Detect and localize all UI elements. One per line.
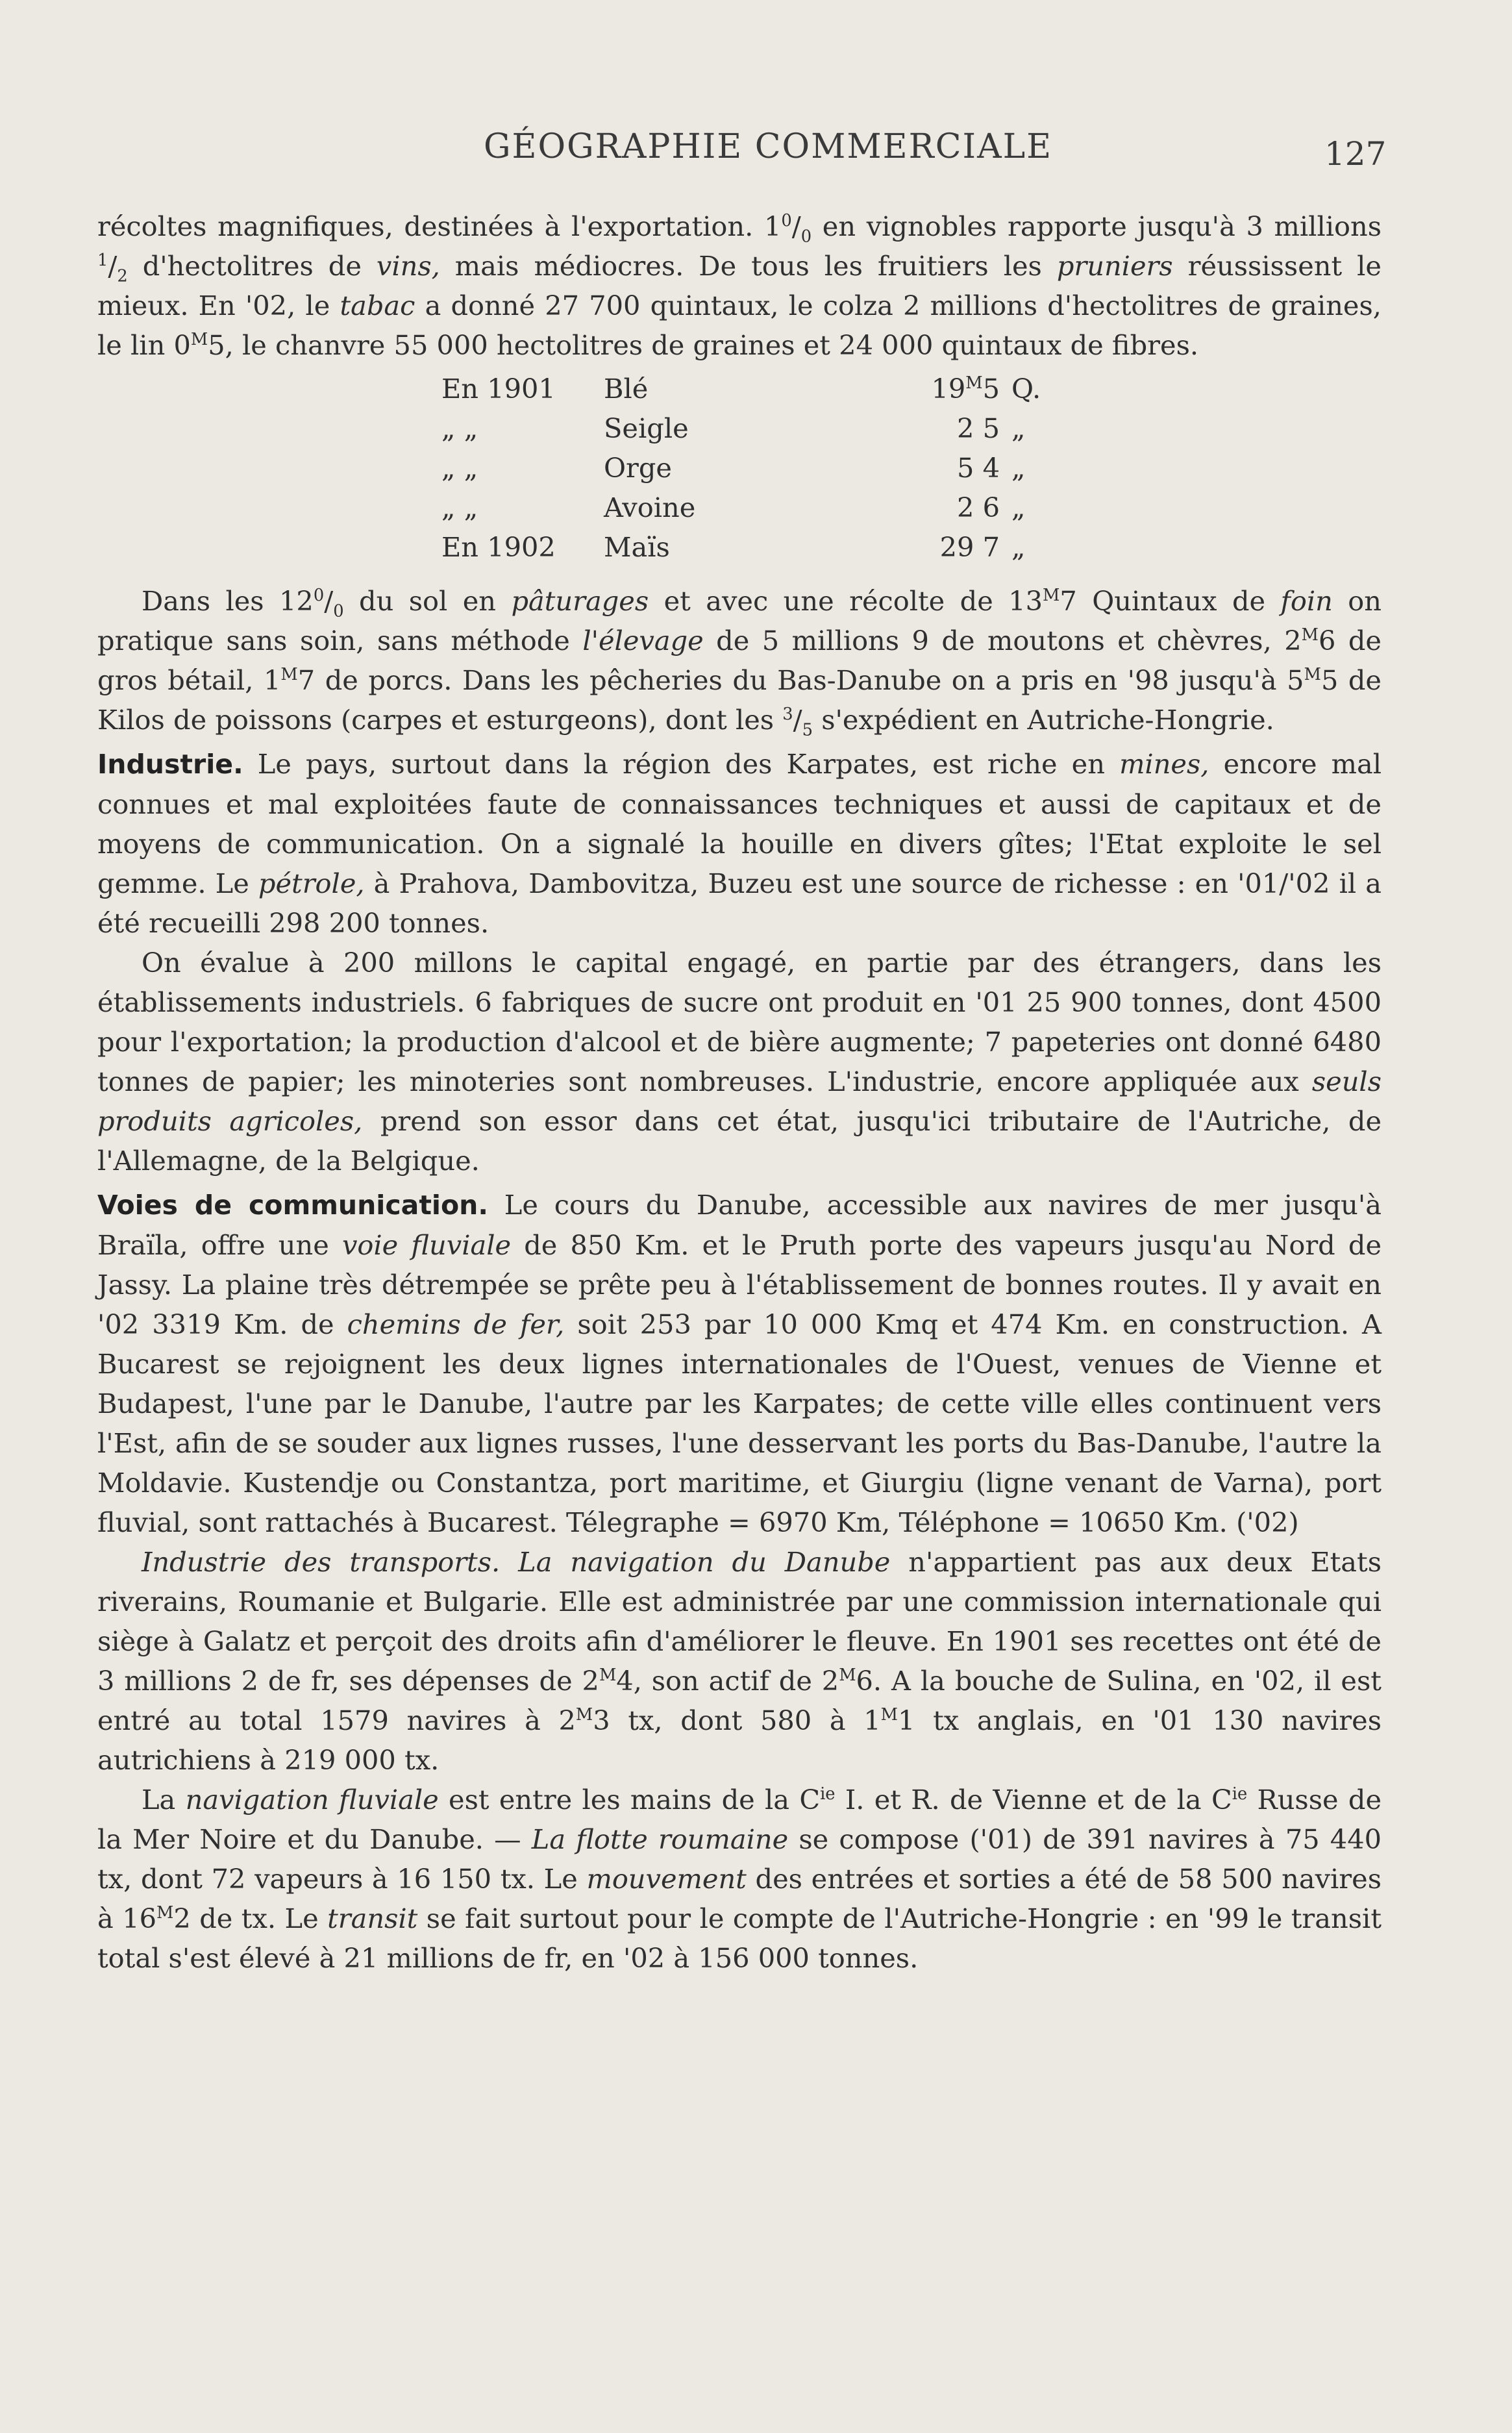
paragraph-navigation-fluviale: La navigation fluviale est entre les mains de la $C^{ie}$ I. et R. de Vienne et de la $C^{ie}$ Russe de la Mer Noire et du Danube. — La flotte roumaine se compose ('01) de 391 navires à 75 440 tx, dont 72 vapeurs à 16 150 tx. Le mouvement des entrées et sorties a été de 58 500 navires à $16^M2$ de tx. Le transit se fait surtout pour le compte de l'Autriche-Hongrie : en '99 le transit total s'est élevé à 21 millions de fr, en '02 à 156 000 tonnes.	[97, 1784, 1382, 1974]
crops-table	[441, 369, 1050, 567]
crops-year: En 1902	[441, 531, 556, 563]
paragraph-voies: Voies de communication. Le cours du Danube, accessible aux navires de mer jusqu'à Braïla, offre une voie fluviale de 850 Km. et le Pruth porte des vapeurs jusqu'au Nord de Jassy. La plaine très détrempée se prête peu à l'établissement de bonnes routes. Il y avait en '02 3319 Km. de chemins de fer, soit 253 par 10 000 Kmq et 474 Km. en construction. A Bucarest se rejoignent les deux lignes internationales de l'Ouest, venues de Vienne et Budapest, l'une par le Danube, l'autre par les Karpates; de cette ville elles continuent vers l'Est, afin de se souder aux lignes russes, l'une desservant les ports du Bas-Danube, l'autre la Moldavie. Kustendje ou Constantza, port maritime, et Giurgiu (ligne venant de Varna), port fluvial, sont rattachés à Bucarest. Télegraphe = 6970 Km, Téléphone = 10650 Km. ('02)	[97, 1189, 1382, 1538]
crops-unit: „	[1011, 492, 1026, 523]
crops-row	[441, 408, 1050, 448]
crops-value: $19^M5$	[931, 373, 1000, 405]
crops-name: Blé	[604, 373, 649, 405]
crops-value: 29 7	[939, 531, 1000, 563]
header-title: GÉOGRAPHIE COMMERCIALE	[484, 127, 1053, 166]
crops-row	[441, 369, 1050, 408]
crops-row	[441, 488, 1050, 527]
crops-name: Orge	[604, 452, 672, 484]
crops-unit: Q.	[1011, 373, 1041, 405]
crops-year: „ „	[441, 492, 478, 523]
section-heading-voies: Voies de communication.	[97, 1190, 488, 1221]
paragraph-capital: On évalue à 200 millons le capital engagé, en partie par des étrangers, dans les établissements industriels. 6 fabriques de sucre ont produit en '01 25 900 tonnes, dont 4500 pour l'exportation; la production d'alcool et de bière augmente; 7 papeteries ont donné 6480 tonnes de papier; les minoteries sont nombreuses. L'industrie, encore appliquée aux seuls produits agricoles, prend son essor dans cet état, jusqu'ici tributaire de l'Autriche, de l'Allemagne, de la Belgique.	[97, 947, 1382, 1177]
crops-row	[441, 448, 1050, 488]
section-heading-industrie: Industrie.	[97, 749, 243, 780]
crops-name: Avoine	[604, 492, 696, 523]
page-body	[97, 206, 1382, 1978]
page-number: 127	[1324, 135, 1387, 173]
paragraph-transports: Industrie des transports. La navigation du Danube n'appartient pas aux deux Etats riverains, Roumanie et Bulgarie. Elle est administrée par une commission internationale qui siège à Galatz et perçoit des droits afin d'améliorer le fleuve. En 1901 ses recettes ont été de 3 millions 2 de fr, ses dépenses de $2^M4$, son actif de $2^M6$. A la bouche de Sulina, en '02, il est entré au total 1579 navires à $2^M3$ tx, dont 580 à $1^M1$ tx anglais, en '01 130 navires autrichiens à 219 000 tx.	[97, 1546, 1382, 1776]
paragraph-recoltes: récoltes magnifiques, destinées à l'exportation. $1^0/_0$ en vignobles rapporte jusqu'à 3 millions $^1/_2$ d'hectolitres de vins, mais médiocres. De tous les fruitiers les pruniers réussissent le mieux. En '02, le tabac a donné 27 700 quintaux, le colza 2 millions d'hectolitres de graines, le lin $0^M5$, le chanvre 55 000 hectolitres de graines et 24 000 quintaux de fibres.	[97, 210, 1382, 361]
crops-name: Maïs	[604, 531, 670, 563]
crops-unit: „	[1011, 452, 1026, 484]
crops-unit: „	[1011, 412, 1026, 444]
crops-year: En 1901	[441, 373, 556, 405]
crops-unit: „	[1011, 531, 1026, 563]
paragraph-industrie: Industrie. Le pays, surtout dans la région des Karpates, est riche en mines, encore mal connues et mal exploitées faute de connaissances techniques et aussi de capitaux et de moyens de communication. On a signalé la houille en divers gîtes; l'Etat exploite le sel gemme. Le pétrole, à Prahova, Dambovitza, Buzeu est une source de richesse : en '01/'02 il a été recueilli 298 200 tonnes.	[97, 748, 1382, 939]
crops-value: 2 5	[957, 412, 1000, 444]
crops-name: Seigle	[604, 412, 689, 444]
crops-year: „ „	[441, 412, 478, 444]
crops-value: 2 6	[957, 492, 1000, 523]
crops-year: „ „	[441, 452, 478, 484]
running-header	[0, 127, 1512, 173]
paragraph-paturages: Dans les $12^0/_0$ du sol en pâturages et avec une récolte de $13^M7$ Quintaux de foin on pratique sans soin, sans méthode l'élevage de 5 millions 9 de moutons et chèvres, $2^M6$ de gros bétail, $1^M7$ de porcs. Dans les pêcheries du Bas-Danube on a pris en '98 jusqu'à $5^M5$ de Kilos de poissons (carpes et esturgeons), dont les $^3/_5$ s'expédient en Autriche-Hongrie.	[97, 585, 1382, 740]
crops-value: 5 4	[957, 452, 1000, 484]
crops-row	[441, 527, 1050, 567]
